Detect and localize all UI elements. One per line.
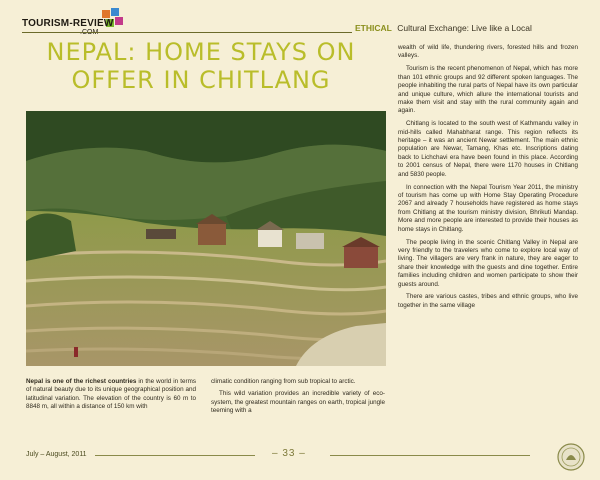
paragraph-castes: There are various castes, tribes and ethnic groups, who live together in the same village bbox=[398, 293, 578, 309]
article-photo bbox=[26, 111, 386, 366]
section-title: Cultural Exchange: Live like a Local bbox=[397, 23, 532, 33]
lead-text: Nepal is one of the richest countries bbox=[26, 378, 137, 385]
header-divider bbox=[22, 32, 352, 33]
paragraph-chitlang: Chitlang is located to the south west of Kathmandu valley in mid-hills called Mahabharat range. This region reflects its heritage – it was an ancient Newar settlement. The main ethnic population are Newar, Tamang, Khas etc. Inscriptions dating back to Lichchavi era have been found in this place. According to 2001 census of Nepal, there were 1170 houses in Chitlang and 5830 people. bbox=[398, 120, 578, 178]
article-column-1 bbox=[26, 378, 196, 416]
intro-paragraph bbox=[26, 378, 196, 412]
section-category: ETHICAL bbox=[355, 23, 392, 33]
page-number: – 33 – bbox=[272, 448, 306, 459]
paragraph-variation: This wild variation provides an incredible variety of eco-system, the greatest mountain ranges on earth, tropical jungle teeming with a bbox=[211, 390, 385, 415]
paragraph-climate: climatic condition ranging from sub tropical to arctic. bbox=[211, 378, 356, 385]
emblem-icon bbox=[556, 442, 586, 472]
paragraph-people: The people living in the scenic Chitlang Valley in Nepal are very friendly to the travelers who come to explore local way of living. The villagers are very frank in nature, they are eager to share their knowledge with the guests and dine together. Entire families including children and women participate to show their guests around. bbox=[398, 238, 578, 288]
article-column-3 bbox=[398, 44, 578, 315]
paragraph-tourism: Tourism is the recent phenomenon of Nepal, which has more than 101 ethnic groups and 92 different spoken languages. The people inhabiting the rural parts of Nepal have its own particular and unique culture, which allure the international tourists and make them visit and stay with the rural community again and again. bbox=[398, 65, 578, 115]
article-column-2 bbox=[211, 378, 385, 420]
footer-divider-left bbox=[95, 455, 255, 456]
paragraph-home-stay: In connection with the Nepal Tourism Year 2011, the ministry of tourism has come up with Home Stay Operating Procedure 2067 and already 7 households have registered as home stays from Chitlang at the tourism ministry division, Bhrikuti Mandap. More and more people are interested to provide their houses as home stays in Chitlang. bbox=[398, 183, 578, 233]
issue-date: July – August, 2011 bbox=[26, 451, 87, 458]
logo-text: TOURISM-REVIEW bbox=[22, 18, 114, 29]
section-header bbox=[355, 23, 532, 33]
paragraph-wildlife: wealth of wild life, thundering rivers, forested hills and frozen valleys. bbox=[398, 44, 578, 60]
article-title: NEPAL: HOME STAYS ON OFFER IN CHITLANG bbox=[46, 38, 356, 94]
intro-text: in the world in terms of natural beauty due to its unique geographical position and latitudinal variation. The elevation of the country is 60 m to 8848 m, all within a distance of 150 km with bbox=[26, 378, 196, 411]
footer-divider-right bbox=[330, 455, 530, 456]
site-logo[interactable] bbox=[22, 8, 132, 38]
